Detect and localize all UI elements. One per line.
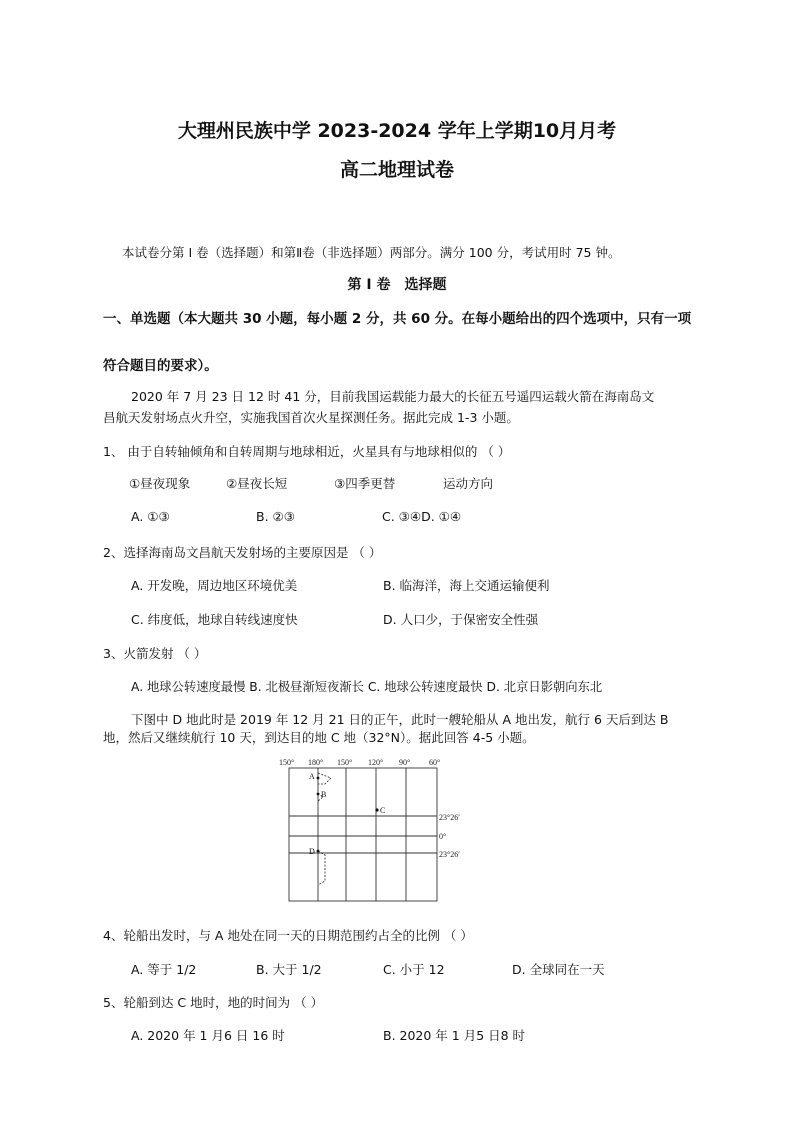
map-lon-label: 90° (399, 758, 411, 767)
q1-option-b: B. ②③ (256, 509, 295, 524)
q3-options: A. 地球公转速度最慢 B. 北极昼渐短夜渐长 C. 地球公转速度最快 D. 北京日影朝向东北 (131, 680, 603, 694)
map-lon-label: 180° (308, 758, 324, 767)
map-point-b: B (321, 790, 327, 799)
q4-option-c: C. 小于 12 (383, 962, 445, 977)
map-point-c: C (380, 806, 386, 815)
question-2-stem: 2、选择海南岛文昌航天发射场的主要原因是 （ ） (103, 545, 382, 560)
part-heading-line1: 一、单选题（本大题共 30 小题，每小题 2 分，共 60 分。在每小题给出的四个选项中，只有一项 (103, 311, 692, 327)
passage1-line2: 昌航天发射场点火升空，实施我国首次火星探测任务。据此完成 1-3 小题。 (103, 410, 519, 425)
exam-title: 大理州民族中学 2023-2024 学年上学期10月月考 (177, 120, 617, 142)
exam-subtitle: 高二地理试卷 (339, 159, 454, 181)
q2-option-c: C. 纬度低，地球自转线速度快 (131, 612, 298, 627)
question-4-stem: 4、轮船出发时，与 A 地处在同一天的日期范围约占全的比例 （ ） (103, 928, 473, 943)
q2-option-a: A. 开发晚，周边地区环境优美 (131, 578, 298, 593)
map-lon-label: 120° (368, 758, 384, 767)
route-map-figure (273, 757, 471, 907)
passage2-line1: 下图中 D 地此时是 2019 年 12 月 21 日的正午，此时一艘轮船从 A 地出发，航行 6 天后到达 B (131, 712, 669, 727)
q1-item-4: 运动方向 (443, 476, 494, 491)
q4-option-b: B. 大于 1/2 (256, 962, 322, 977)
question-3-stem: 3、火箭发射 （ ） (103, 646, 207, 661)
passage2-line2: 地，然后又继续航行 10 天，到达目的地 C 地（32°N）。据此回答 4-5 小题。 (103, 730, 535, 745)
question-5-stem: 5、轮船到达 C 地时，地的时间为 （ ） (103, 995, 324, 1010)
q5-option-a: A. 2020 年 1 月6 日 16 时 (131, 1028, 285, 1043)
map-lon-label: 150° (279, 758, 295, 767)
passage1-line1: 2020 年 7 月 23 日 12 时 41 分，目前我国运载能力最大的长征五号遥四运载火箭在海南岛文 (131, 389, 655, 404)
q2-option-d: D. 人口少，于保密安全性强 (383, 612, 539, 627)
q1-option-cd: C. ③④D. ①④ (382, 509, 462, 524)
map-lat-label: 23°26′ (439, 813, 460, 822)
section-title: 第 I 卷 选择题 (347, 277, 447, 293)
q1-option-a: A. ①③ (131, 509, 170, 524)
q2-option-b: B. 临海洋，海上交通运输便利 (383, 578, 550, 593)
map-point-a: A (309, 772, 315, 781)
map-lon-label: 150° (337, 758, 353, 767)
q4-option-d: D. 全球同在一天 (512, 962, 605, 977)
question-1-stem: 1、 由于自转轴倾角和自转周期与地球相近，火星具有与地球相似的 （ ） (103, 444, 511, 459)
q4-option-a: A. 等于 1/2 (131, 962, 197, 977)
part-heading-line2: 符合题目的要求）。 (103, 358, 218, 374)
q1-item-2: ②昼夜长短 (226, 476, 288, 491)
q1-item-3: ③四季更替 (334, 476, 396, 491)
q1-item-1: ①昼夜现象 (129, 476, 191, 491)
map-lon-label: 60° (429, 758, 441, 767)
map-lat-label: 0° (439, 832, 447, 841)
map-lat-label: 23°26′ (439, 850, 460, 859)
map-point-d: D (309, 847, 315, 856)
exam-intro: 本试卷分第 I 卷（选择题）和第Ⅱ卷（非选择题）两部分。满分 100 分，考试用时 75 钟。 (122, 245, 621, 260)
q5-option-b: B. 2020 年 1 月5 日8 时 (383, 1028, 526, 1043)
